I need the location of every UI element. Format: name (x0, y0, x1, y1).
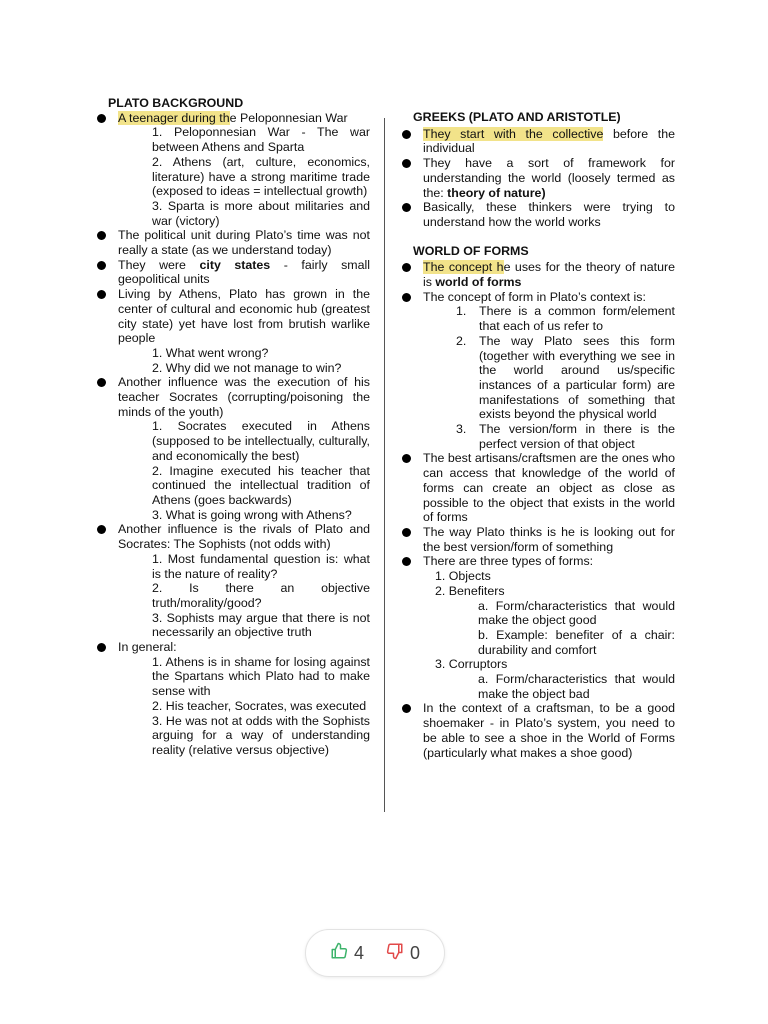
item-text: The concept of form in Plato’s context is: (423, 289, 646, 304)
item-text: 1. Peloponnesian War - The war between Athens and Sparta (152, 125, 370, 155)
bullet-item (401, 156, 675, 200)
section-gap (401, 230, 675, 244)
item-text: The version/form in there is the perfect version of that object (479, 422, 675, 451)
bullet-item (401, 554, 675, 569)
right-column (401, 110, 675, 760)
bullet-item (401, 525, 675, 554)
upvote-count: 4 (353, 942, 364, 963)
sub-item (96, 155, 370, 199)
sub-item (401, 584, 675, 599)
list-number: 2. (456, 333, 467, 348)
list-number: 3. (456, 422, 467, 437)
sub-item (401, 304, 675, 333)
right-item-list (401, 260, 675, 760)
item-text: They have a sort of framework for understanding the world (loosely termed as the: (423, 156, 675, 200)
thumbs-down-icon (386, 942, 404, 965)
item-text: There are three types of forms: (423, 554, 594, 569)
upvote-button[interactable] (330, 942, 364, 965)
item-text: 3. Corruptors (435, 657, 508, 672)
bullet-item (96, 111, 370, 126)
section-heading: PLATO BACKGROUND (108, 96, 244, 110)
item-text: - fairly small geopolitical units (118, 257, 370, 287)
section-heading: WORLD OF FORMS (413, 243, 529, 258)
item-text: The way Plato thinks is he is looking out for the best version/form of something (423, 524, 675, 554)
item-text: The best artisans/craftsmen are the ones who can access that knowledge of the world of forms can create an object as close as possible to the object that exists in the world of forms (423, 451, 675, 525)
item-text: 1. Socrates executed in Athens (supposed to be intellectually, culturally, and economically the best) (152, 419, 370, 463)
bullet-item (96, 287, 370, 346)
item-text: before the individual (423, 126, 675, 156)
bullet-item (401, 701, 675, 760)
item-text: 3. Sparta is more about militaries and war (victory) (152, 198, 370, 228)
sub-item (96, 419, 370, 463)
item-text: e Peloponnesian War (229, 110, 348, 125)
item-text: 2. Is there an objective truth/morality/good? (152, 581, 370, 610)
sub-item (401, 334, 675, 422)
item-text: In the context of a craftsman, to be a good shoemaker - in Plato’s system, you need to be able to see a shoe in the World of Forms (particularly what makes a shoe good) (423, 701, 675, 760)
highlighted-text: They start with the collective (423, 126, 604, 141)
item-text: Another influence is the rivals of Plato and Socrates: The Sophists (not odds with) (118, 522, 370, 552)
sub-item (401, 569, 675, 584)
sub-item (96, 464, 370, 508)
bullet-item (96, 228, 370, 257)
left-item-list (96, 111, 370, 758)
item-text: 3. What is going wrong with Athens? (152, 507, 352, 522)
item-text: They were (118, 257, 200, 272)
downvote-button[interactable] (386, 942, 420, 965)
item-text: Living by Athens, Plato has grown in the center of cultural and economic hub (greatest city state) yet have lost from brutish warlike people (118, 287, 370, 346)
bullet-item (401, 260, 675, 289)
sub-item (96, 346, 370, 361)
highlighted-text: The concept h (423, 260, 504, 275)
section-heading: GREEKS (PLATO AND ARISTOTLE) (413, 110, 621, 124)
item-text: 2. Benefiters (435, 583, 505, 598)
bullet-item (401, 200, 675, 229)
item-text: 1. Most fundamental question is: what is the nature of reality? (152, 551, 370, 581)
sub-item (401, 422, 675, 451)
highlighted-text: A teenager during th (118, 110, 230, 125)
item-text: 1. Objects (435, 569, 491, 584)
bullet-item (96, 640, 370, 655)
item-text: In general: (118, 640, 177, 655)
item-text: Another influence was the execution of his teacher Socrates (corrupting/poisoning the minds of the youth) (118, 375, 370, 419)
item-text: 3. Sophists may argue that there is not necessarily an objective truth (152, 610, 370, 640)
item-text: Basically, these thinkers were trying to understand how the world works (423, 200, 675, 229)
sub-item (96, 361, 370, 376)
downvote-count: 0 (410, 942, 421, 963)
item-text: 2. Why did we not manage to win? (152, 360, 342, 375)
bullet-item (96, 258, 370, 287)
sub-item (401, 657, 675, 672)
left-column (96, 96, 370, 758)
item-text: a. Form/characteristics that would make the object good (478, 598, 675, 628)
sub-item (96, 714, 370, 758)
sub-item (401, 599, 675, 628)
vote-bar (305, 929, 445, 977)
bold-term: city states (199, 257, 271, 272)
sub-item (401, 628, 675, 657)
right-item-list (401, 127, 675, 230)
list-number: 1. (456, 304, 467, 319)
bold-term: world of forms (435, 275, 522, 290)
item-text: 2. His teacher, Socrates, was executed (152, 698, 367, 713)
item-text: There is a common form/element that each of us refer to (479, 304, 675, 334)
thumbs-up-icon (330, 942, 348, 965)
sub-item (96, 655, 370, 699)
bullet-item (401, 451, 675, 525)
sub-item (96, 552, 370, 581)
bullet-item (401, 290, 675, 305)
item-text: 3. He was not at odds with the Sophists arguing for a way of understanding reality (relative versus objective) (152, 713, 370, 757)
bullet-item (96, 522, 370, 551)
item-text: b. Example: benefiter of a chair: durability and comfort (478, 627, 675, 657)
column-divider (384, 118, 385, 812)
sub-item (96, 508, 370, 523)
sub-item (96, 611, 370, 640)
item-text: 1. What went wrong? (152, 345, 269, 360)
item-text: 2. Athens (art, culture, economics, literature) have a strong maritime trade (exposed to ideas = intellectual growth) (152, 154, 370, 199)
bullet-item (401, 127, 675, 156)
item-text: The way Plato sees this form (together with everything we see in the world around us/specific instances of a particular form) are manifestations of something that exists beyond the physical world (479, 333, 675, 422)
item-text: 2. Imagine executed his teacher that continued the intellectual tradition of Athens (goes backwards) (152, 463, 370, 507)
bold-term: theory of nature) (447, 185, 546, 200)
item-text: 1. Athens is in shame for losing against the Spartans which Plato had to make sense with (152, 654, 370, 699)
sub-item (96, 199, 370, 228)
sub-item (96, 125, 370, 154)
item-text: a. Form/characteristics that would make the object bad (478, 672, 675, 701)
sub-item (96, 581, 370, 610)
item-text: The political unit during Plato’s time was not really a state (as we understand today) (118, 228, 370, 258)
item-text: e uses for the theory of nature is (423, 260, 676, 290)
sub-item (96, 699, 370, 714)
bullet-item (96, 375, 370, 419)
sub-item (401, 672, 675, 701)
